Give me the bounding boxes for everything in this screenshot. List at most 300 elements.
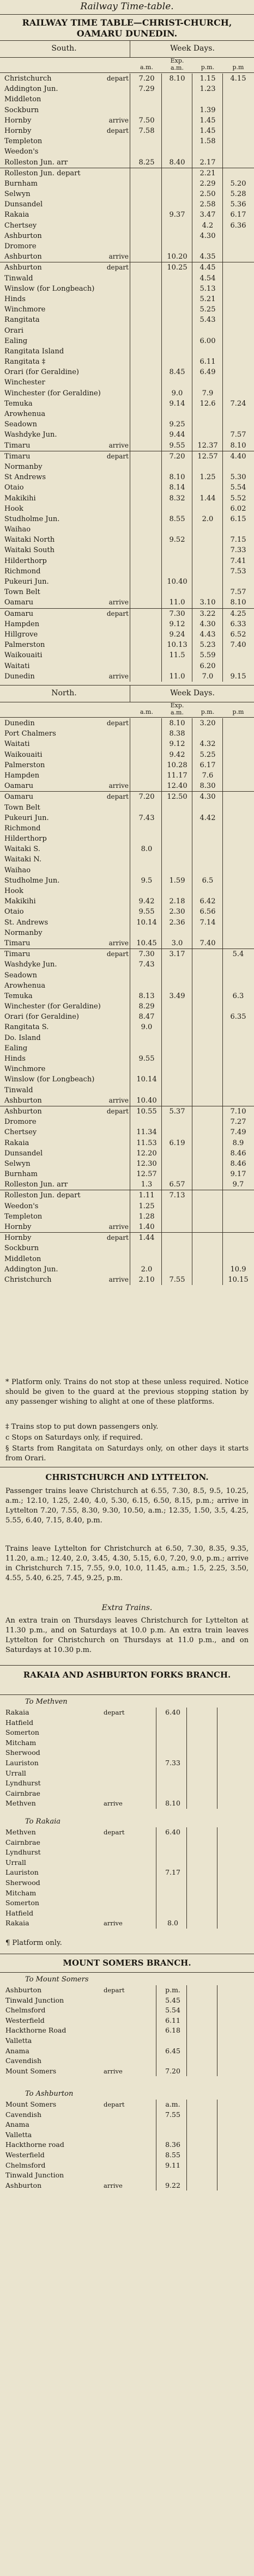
timetable-row	[0, 2026, 254, 2036]
timetable-row	[0, 94, 254, 105]
station-name: Winchmore	[4, 305, 46, 314]
time-cell: 5.37	[169, 1107, 185, 1116]
time-cell: 1.25	[138, 1202, 155, 1210]
arr-dep-label: depart	[106, 264, 129, 272]
station-name: Ashburton	[5, 1986, 42, 1994]
time-cell: 2.18	[169, 897, 185, 906]
timetable-row	[0, 273, 254, 284]
timetable-row	[0, 1085, 254, 1096]
timetable-row	[0, 1243, 254, 1253]
time-cell: 2.30	[169, 908, 185, 916]
to-methven-table	[0, 1697, 254, 1809]
station-name: Chelmsford	[5, 2161, 46, 2169]
time-cell: 7.15	[230, 536, 246, 544]
station-name: Valletta	[5, 2036, 32, 2045]
station-name: Hilderthorp	[4, 835, 47, 843]
station-name: Hinds	[4, 295, 26, 303]
south-timetable	[0, 74, 254, 682]
timetable-row	[0, 1022, 254, 1032]
time-cell: 3.10	[199, 598, 216, 607]
timetable-row	[0, 640, 254, 650]
station-name: Westerfield	[5, 2016, 45, 2024]
time-cell: 2.0	[202, 515, 214, 523]
timetable-row	[0, 896, 254, 907]
station-name: Rangitata	[4, 316, 40, 325]
station-name: Ashburton	[4, 264, 42, 272]
station-name: Dromore	[4, 242, 37, 250]
timetable-row	[0, 326, 254, 336]
timetable-row	[0, 2066, 254, 2077]
timetable-row	[0, 2016, 254, 2026]
station-name: Rangitata S.	[4, 1023, 49, 1032]
time-cell: 4.25	[230, 609, 246, 618]
timetable-row	[0, 1211, 254, 1222]
station-name: Timaru	[4, 950, 31, 959]
time-cell: 9.42	[169, 750, 185, 759]
south-heading	[0, 40, 254, 58]
timetable-row	[0, 834, 254, 844]
station-name: Makikihi	[4, 897, 36, 906]
timetable-row	[0, 84, 254, 94]
timetable-row	[0, 1064, 254, 1074]
time-cell: 9.0	[171, 389, 183, 397]
divider	[0, 1694, 254, 1695]
station-name: Mount Somers	[5, 2100, 57, 2108]
north-heading	[0, 685, 254, 702]
station-name: Methven	[5, 1799, 36, 1808]
column-rule	[222, 74, 223, 682]
station-name: Washdyke Jun.	[4, 431, 57, 439]
time-cell: 1.23	[199, 85, 216, 94]
time-cell: 6.11	[199, 358, 216, 366]
divider	[0, 1972, 254, 1973]
col-label: p.m.	[201, 64, 215, 71]
timetable-row	[0, 1117, 254, 1127]
column-rule	[186, 1985, 187, 2076]
time-cell: 9.17	[230, 1170, 246, 1179]
station-name: Orari (for Geraldine)	[4, 1013, 80, 1021]
timetable-row	[0, 2110, 254, 2120]
timetable-row	[0, 482, 254, 493]
timetable-row	[0, 1096, 254, 1106]
week-days-label: Week Days.	[170, 44, 215, 53]
station-name: Selwyn	[4, 1159, 31, 1168]
timetable-row	[0, 2005, 254, 2016]
time-cell: a.m.	[165, 2100, 180, 2108]
time-cell: 8.10	[230, 598, 246, 607]
arr-dep-label: arrive	[108, 598, 129, 607]
time-cell: 5.25	[199, 305, 216, 314]
station-name: Town Belt	[4, 803, 40, 812]
timetable-row	[0, 545, 254, 555]
time-cell: 1.39	[199, 106, 216, 114]
station-name: Makikihi	[4, 494, 36, 503]
time-cell: 5.25	[199, 750, 216, 759]
time-cell: 6.5	[202, 876, 214, 885]
timetable-row	[0, 1074, 254, 1085]
page-header-title: Railway Time-table.	[80, 1, 174, 12]
time-cell: 4.35	[199, 253, 216, 261]
time-cell: 10.40	[167, 578, 188, 586]
north-label: North.	[51, 689, 77, 697]
station-name: Waitaki S.	[4, 845, 40, 854]
time-cell: 4.32	[199, 740, 216, 749]
time-cell: 1.40	[138, 1223, 155, 1231]
time-cell: 7.40	[230, 641, 246, 650]
timetable-row	[0, 2036, 254, 2046]
time-cell: 7.49	[230, 1128, 246, 1137]
time-cell: 5.28	[230, 190, 246, 199]
timetable-row	[0, 2130, 254, 2140]
station-name: Hampden	[4, 620, 40, 628]
time-cell: 10.13	[167, 641, 188, 650]
timetable-row	[0, 750, 254, 760]
station-name: Seadown	[4, 971, 37, 980]
station-name: Rakaia	[4, 211, 29, 219]
timetable-row	[0, 1798, 254, 1809]
station-name: Lauriston	[5, 1868, 39, 1877]
time-cell: 8.0	[167, 1919, 178, 1928]
time-cell: 7.43	[138, 960, 155, 969]
time-cell: 8.10	[165, 1799, 180, 1808]
time-cell: 12.57	[197, 452, 218, 461]
station-name: Waihao	[4, 525, 31, 534]
column-rule	[161, 74, 162, 682]
station-name: Tinwald	[4, 1086, 33, 1094]
header-rule	[0, 14, 254, 15]
timetable-row	[0, 304, 254, 315]
direction-title: To Mount Somers	[25, 1975, 89, 1984]
timetable-row	[0, 1012, 254, 1022]
time-cell: 7.10	[230, 1107, 246, 1116]
station-name: Westerfield	[5, 2150, 45, 2159]
time-cell: 9.37	[169, 211, 185, 219]
station-name: Hornby	[4, 1223, 32, 1231]
station-name: Hinds	[4, 1055, 26, 1063]
timetable-row	[0, 1827, 254, 1838]
main-title: RAILWAY TIME TABLE—CHRIST-CHURCH, OAMARU DUNEDIN.	[22, 17, 232, 39]
timetable-row	[0, 168, 254, 179]
timetable-row	[0, 981, 254, 991]
time-cell: 4.45	[199, 264, 216, 272]
station-name: Hilderthorp	[4, 556, 47, 565]
station-name: Templeton	[4, 137, 43, 146]
time-cell: 9.11	[165, 2161, 180, 2169]
timetable-row	[0, 556, 254, 566]
station-name: Chertsey	[4, 221, 37, 230]
station-name: Orari (for Geraldine)	[4, 368, 80, 377]
timetable-row	[0, 1001, 254, 1012]
time-cell: 9.24	[169, 630, 185, 639]
timetable-row	[0, 514, 254, 524]
time-cell: 4.30	[199, 793, 216, 801]
time-cell: 12.30	[136, 1159, 157, 1168]
station-name: Otaio	[4, 484, 24, 492]
station-name: Cairnbrae	[5, 1838, 40, 1846]
station-name: Valletta	[5, 2130, 32, 2139]
time-cell: 10.40	[136, 1096, 157, 1105]
direction-title: To Methven	[25, 1698, 68, 1706]
time-cell: 3.17	[169, 950, 185, 959]
arr-dep-label: arrive	[108, 441, 129, 449]
time-cell: 7.14	[199, 918, 216, 927]
arr-dep-label: depart	[106, 950, 129, 958]
timetable-row	[0, 189, 254, 199]
arr-dep-label: arrive	[108, 1096, 129, 1104]
timetable-row	[0, 179, 254, 189]
time-cell: 4.30	[199, 620, 216, 628]
time-cell: 7.57	[230, 588, 246, 597]
time-cell: 10.45	[136, 939, 157, 947]
rakaia-title: RAKAIA AND ASHBURTON FORKS BRANCH.	[23, 1670, 231, 1680]
time-cell: 6.18	[165, 2026, 180, 2035]
timetable-row	[0, 336, 254, 346]
time-cell: 5.59	[199, 651, 216, 660]
station-name: Rolleston Jun. arr	[4, 158, 68, 167]
station-name: Studholme Jun.	[4, 515, 60, 523]
timetable-row	[0, 1858, 254, 1868]
timetable-row	[0, 2046, 254, 2057]
arr-dep-label: depart	[106, 126, 129, 134]
arr-dep-label: depart	[106, 1234, 129, 1242]
time-cell: 7.33	[165, 1758, 180, 1767]
timetable-row	[0, 938, 254, 949]
to-rakaia-table	[0, 1816, 254, 1929]
time-cell: 9.42	[138, 897, 155, 906]
arr-dep-label: arrive	[108, 782, 129, 790]
timetable-row	[0, 1148, 254, 1159]
time-cell: 12.20	[136, 1149, 157, 1158]
time-cell: 8.10	[169, 75, 185, 83]
time-cell: 10.20	[167, 253, 188, 261]
station-name: Dunedin	[4, 672, 35, 681]
station-name: Hatfield	[5, 1718, 34, 1727]
time-cell: 2.21	[199, 169, 216, 178]
station-name: Middleton	[4, 95, 41, 104]
timetable-row	[0, 661, 254, 671]
station-name: Do. Island	[4, 1033, 41, 1042]
arr-dep-label: arrive	[108, 939, 129, 947]
timetable-row	[0, 294, 254, 304]
station-name: Chelmsford	[5, 2006, 46, 2015]
timetable-row	[0, 917, 254, 928]
time-cell: 8.36	[165, 2140, 180, 2149]
time-cell: 6.45	[165, 2046, 180, 2055]
timetable-row	[0, 949, 254, 959]
timetable-row	[0, 2140, 254, 2150]
timetable-row	[0, 2181, 254, 2191]
timetable-row	[0, 1789, 254, 1799]
timetable-row	[0, 566, 254, 577]
south-label: South.	[51, 44, 77, 53]
station-name: Hackthorne road	[5, 2140, 64, 2149]
timetable-row	[0, 1138, 254, 1148]
station-name: Hampden	[4, 771, 40, 780]
time-cell: 6.40	[165, 1828, 180, 1836]
time-cell: 6.00	[199, 336, 216, 345]
timetable-row	[0, 2150, 254, 2161]
station-name: Anama	[5, 2120, 29, 2129]
time-cell: 3.0	[171, 939, 183, 947]
timetable-row	[0, 1275, 254, 1285]
time-cell: 9.44	[169, 431, 185, 439]
station-name: Templeton	[4, 1212, 43, 1221]
time-cell: 5.36	[230, 200, 246, 209]
time-cell: 9.22	[165, 2181, 180, 2189]
timetable-row	[0, 2170, 254, 2181]
time-cell: 8.10	[230, 441, 246, 450]
timetable-row	[0, 781, 254, 791]
timetable-row	[0, 315, 254, 325]
time-cell: 8.25	[138, 158, 155, 167]
timetable-row	[0, 1738, 254, 1748]
timetable-row	[0, 284, 254, 294]
time-cell: 6.20	[199, 662, 216, 670]
time-cell: 1.45	[199, 126, 216, 135]
station-name: Port Chalmers	[4, 730, 56, 738]
timetable-row	[0, 1758, 254, 1769]
timetable-row	[0, 928, 254, 938]
time-cell: 7.20	[169, 452, 185, 461]
time-cell: 7.29	[138, 85, 155, 94]
time-cell: 12.6	[199, 399, 216, 408]
timetable-row	[0, 199, 254, 210]
time-cell: 7.27	[230, 1118, 246, 1127]
station-name: Middleton	[4, 1255, 41, 1263]
time-cell: 7.50	[138, 116, 155, 125]
time-cell: 7.43	[138, 813, 155, 822]
station-name: Hook	[4, 504, 23, 513]
station-name: Sockburn	[4, 106, 39, 114]
arr-dep-label: arrive	[108, 1223, 129, 1231]
divider	[0, 1665, 254, 1666]
timetable-row	[0, 970, 254, 981]
time-cell: 6.56	[199, 908, 216, 916]
timetable-row	[0, 221, 254, 231]
timetable-row	[0, 886, 254, 896]
timetable-row	[0, 739, 254, 749]
time-cell: 6.02	[230, 504, 246, 513]
time-cell: 8.45	[169, 368, 185, 377]
timetable-row	[0, 1898, 254, 1908]
timetable-row	[0, 760, 254, 770]
station-name: Palmerston	[4, 761, 45, 769]
station-name: Hornby	[4, 126, 32, 135]
time-cell: 5.43	[199, 316, 216, 325]
timetable-row	[0, 231, 254, 241]
timetable-row	[0, 1888, 254, 1899]
col-label: Exp. a.m.	[170, 702, 184, 716]
col-label: Exp. a.m.	[170, 57, 184, 71]
station-name: Ashburton	[4, 253, 42, 261]
timetable-row	[0, 792, 254, 802]
timetable-row	[0, 629, 254, 640]
timetable-row	[0, 1708, 254, 1718]
station-name: Seadown	[4, 420, 37, 429]
station-name: Timaru	[4, 441, 31, 450]
time-cell: 8.29	[138, 1002, 155, 1011]
timetable-row	[0, 105, 254, 115]
time-cell: 7.58	[138, 126, 155, 135]
station-name: St Andrews	[4, 473, 46, 482]
timetable-row	[0, 959, 254, 970]
station-name: Rolleston Jun. depart	[4, 1191, 81, 1200]
timetable-row	[0, 262, 254, 273]
arr-dep-label: arrive	[104, 1919, 123, 1928]
arr-dep-label: depart	[106, 609, 129, 617]
time-cell: 7.20	[138, 75, 155, 83]
station-name: Rolleston Jun. depart	[4, 169, 81, 178]
time-cell: 10.25	[167, 264, 188, 272]
time-cell: 6.19	[169, 1139, 185, 1147]
timetable-row	[0, 2100, 254, 2110]
time-cell: 4.30	[199, 231, 216, 240]
time-cell: 6.36	[230, 221, 246, 230]
time-cell: 4.54	[199, 274, 216, 283]
time-cell: 8.13	[138, 992, 155, 1000]
arr-dep-label: depart	[104, 1986, 125, 1994]
timetable-row	[0, 597, 254, 608]
time-cell: 8.10	[169, 719, 185, 727]
station-name: Oamaru	[4, 782, 34, 791]
time-cell: 5.4	[232, 950, 244, 959]
station-name: Dunedin	[4, 719, 35, 727]
time-cell: 8.10	[169, 473, 185, 482]
timetable-row	[0, 2056, 254, 2066]
station-name: Anama	[5, 2046, 29, 2055]
time-cell: 11.0	[169, 598, 185, 607]
station-name: Waitati	[4, 740, 30, 749]
note-rangitata: § Starts from Rangitata on Saturdays only, on other days it starts from Orari.	[5, 1445, 249, 1463]
time-cell: 10.55	[136, 1107, 157, 1116]
time-cell: 2.36	[169, 918, 185, 927]
time-cell: 8.46	[230, 1149, 246, 1158]
time-cell: 12.37	[197, 441, 218, 450]
timetable-row	[0, 157, 254, 168]
timetable-row	[0, 1718, 254, 1728]
timetable-row	[0, 1201, 254, 1211]
timetable-row	[0, 524, 254, 535]
time-cell: 5.20	[230, 179, 246, 188]
time-cell: 8.30	[199, 782, 216, 791]
time-cell: 8.32	[169, 494, 185, 503]
time-cell: 9.55	[169, 441, 185, 450]
timetable-row	[0, 1748, 254, 1758]
station-name: Mitcham	[5, 1738, 37, 1747]
time-cell: 6.15	[230, 515, 246, 523]
week-days-label: Week Days.	[170, 689, 215, 697]
direction-title: To Rakaia	[25, 1818, 61, 1826]
station-name: Oamaru	[4, 609, 34, 618]
timetable-row	[0, 1264, 254, 1275]
station-name: Hornby	[4, 1234, 32, 1243]
timetable-row	[0, 609, 254, 619]
timetable-row	[0, 136, 254, 146]
time-cell: 7.55	[169, 1275, 185, 1284]
station-name: Somerton	[5, 1728, 39, 1737]
timetable-row	[0, 991, 254, 1001]
arr-dep-label: depart	[106, 793, 129, 801]
time-cell: 5.13	[199, 284, 216, 293]
column-rule	[186, 1827, 187, 1929]
timetable-row	[0, 346, 254, 357]
station-name: Waikouaiti	[4, 651, 43, 660]
station-name: Hornby	[4, 116, 32, 125]
timetable-row	[0, 803, 254, 813]
station-name: Winslow (for Longbeach)	[4, 284, 95, 293]
time-cell: 8.9	[232, 1139, 244, 1147]
time-cell: 6.33	[230, 620, 246, 628]
